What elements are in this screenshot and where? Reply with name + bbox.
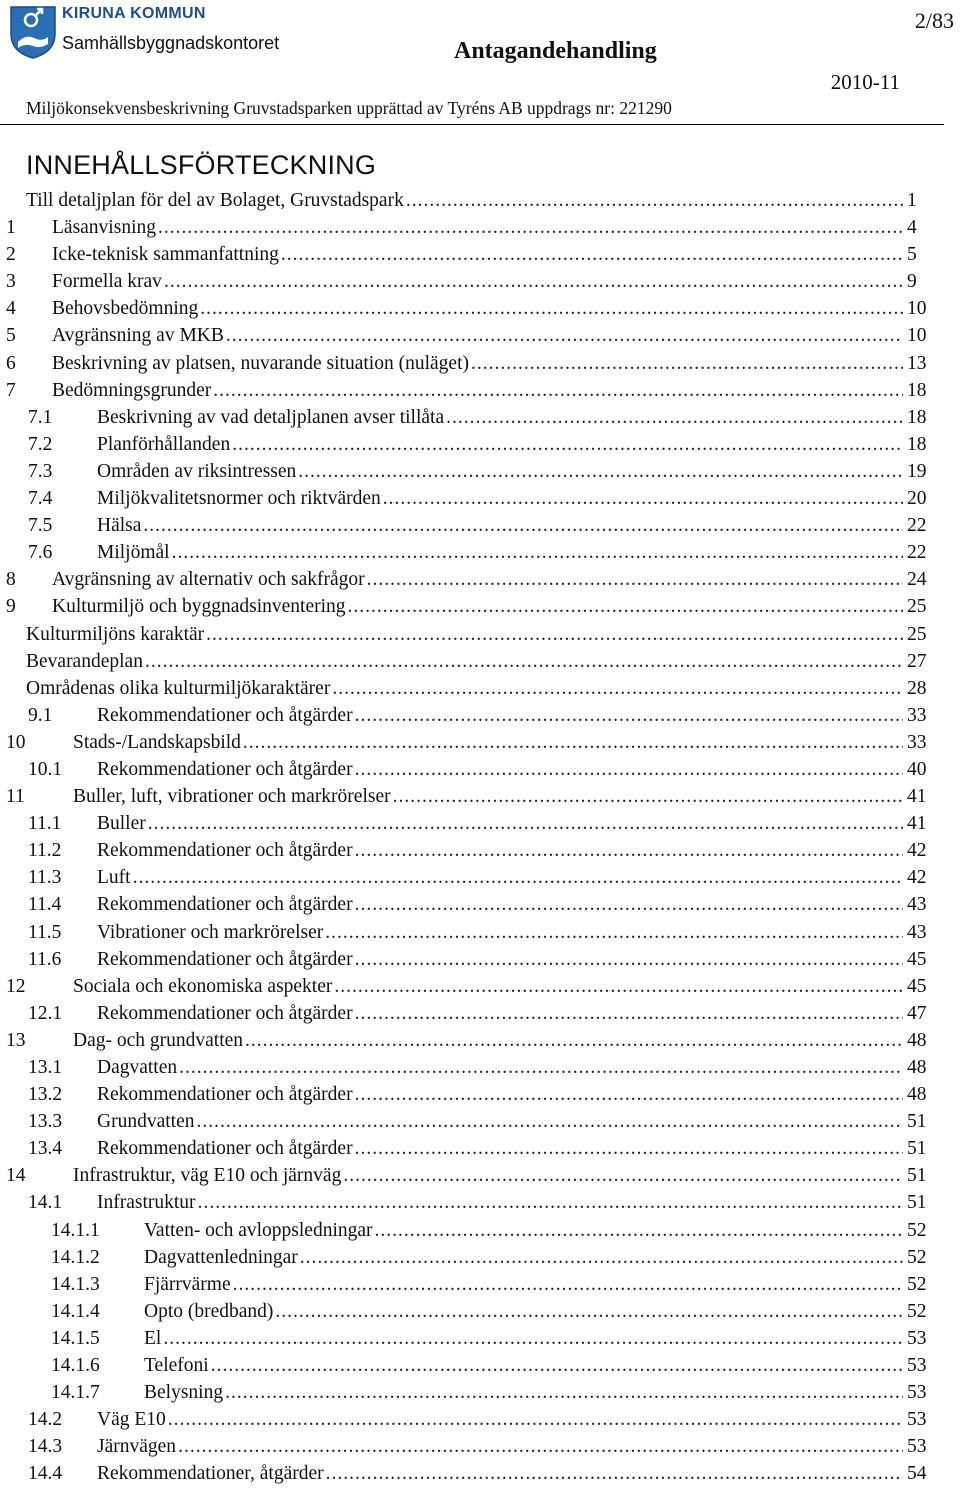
toc-entry-title[interactable]: Avgränsning av MKB — [52, 322, 226, 349]
toc-entry-leader-row — [144, 1271, 903, 1298]
toc-entry-leader-row — [52, 295, 903, 322]
toc-entry-page: 52 — [907, 1273, 927, 1295]
toc-entry[interactable] — [0, 1054, 960, 1081]
toc-entry-leader-row — [97, 1189, 903, 1216]
toc-entry-leader-row — [97, 485, 903, 512]
toc-dot-leader — [148, 810, 903, 837]
toc-dot-leader — [233, 1271, 903, 1298]
toc-entry-number: 7.4 — [28, 488, 53, 510]
toc-entry[interactable] — [0, 864, 960, 891]
toc-dot-leader — [200, 295, 903, 322]
toc-entry[interactable] — [0, 1081, 960, 1108]
toc-entry[interactable] — [0, 756, 960, 783]
toc-entry-title[interactable]: Rekommendationer, åtgärder — [97, 1460, 326, 1487]
toc-entry-page: 53 — [907, 1436, 927, 1458]
toc-entry-page: 10 — [907, 298, 927, 320]
toc-entry-title[interactable]: Beskrivning av platsen, nuvarande situation (nuläget) — [52, 350, 471, 377]
toc-entry-title[interactable]: Grundvatten — [97, 1108, 196, 1135]
toc-entry[interactable] — [0, 702, 960, 729]
toc-entry-title[interactable]: Infrastruktur, väg E10 och järnväg — [73, 1162, 343, 1189]
toc-entry-number: 6 — [6, 352, 16, 374]
toc-entry-leader-row — [97, 1406, 903, 1433]
toc-dot-leader — [168, 1406, 903, 1433]
toc-entry-leader-row — [73, 783, 903, 810]
toc-dot-leader — [355, 946, 903, 973]
toc-dot-leader — [164, 268, 903, 295]
toc-dot-leader — [343, 1162, 903, 1189]
toc-entry-number: 8 — [6, 569, 16, 591]
toc-dot-leader — [355, 891, 903, 918]
toc-entry-page: 19 — [907, 460, 927, 482]
toc-entry-number: 7.5 — [28, 515, 53, 537]
toc-entry-leader-row — [52, 593, 903, 620]
toc-entry-page: 53 — [907, 1382, 927, 1404]
toc-entry[interactable] — [0, 675, 960, 702]
page-header — [0, 0, 960, 126]
toc-entry[interactable] — [0, 648, 960, 675]
toc-entry-leader-row — [52, 322, 903, 349]
organization-name: KIRUNA KOMMUN — [62, 5, 206, 22]
toc-dot-leader — [300, 1244, 903, 1271]
toc-entry-page: 20 — [907, 488, 927, 510]
toc-entry-leader-row — [73, 729, 903, 756]
toc-entry[interactable] — [0, 431, 960, 458]
toc-entry-title[interactable]: Järnvägen — [97, 1433, 178, 1460]
toc-entry-title[interactable]: Väg E10 — [97, 1406, 168, 1433]
toc-entry[interactable] — [0, 729, 960, 756]
toc-entry-leader-row — [73, 973, 903, 1000]
toc-dot-leader — [198, 1189, 903, 1216]
toc-entry-title[interactable]: Bedömningsgrunder — [52, 377, 213, 404]
toc-entry[interactable] — [0, 295, 960, 322]
toc-entry[interactable] — [0, 241, 960, 268]
toc-entry-title[interactable]: Dagvatten — [97, 1054, 179, 1081]
toc-dot-leader — [245, 1027, 903, 1054]
toc-entry-number: 14.1.7 — [51, 1382, 100, 1404]
toc-entry-title[interactable]: Miljökvalitetsnormer och riktvärden — [97, 485, 383, 512]
toc-entry[interactable] — [0, 539, 960, 566]
toc-entry-number: 13.2 — [28, 1084, 63, 1106]
toc-entry-leader-row — [97, 864, 903, 891]
toc-entry-number: 11.6 — [28, 948, 62, 970]
toc-entry-title[interactable]: Buller — [97, 810, 148, 837]
toc-entry-page: 45 — [907, 948, 927, 970]
toc-dot-leader — [196, 1108, 903, 1135]
toc-entry-leader-row — [26, 648, 903, 675]
toc-entry-number: 11.4 — [28, 894, 62, 916]
toc-dot-leader — [446, 404, 903, 431]
toc-entry-number: 13.3 — [28, 1111, 63, 1133]
toc-entry-number: 5 — [6, 325, 16, 347]
toc-entry-page: 4 — [907, 217, 917, 239]
toc-dot-leader — [298, 458, 903, 485]
toc-dot-leader — [348, 593, 903, 620]
toc-entry-title[interactable]: Till detaljplan för del av Bolaget, Gruvstadspark — [26, 187, 406, 214]
toc-entry-page: 27 — [907, 650, 927, 672]
toc-entry[interactable] — [0, 621, 960, 648]
toc-entry-leader-row — [97, 1135, 903, 1162]
toc-entry-leader-row — [52, 214, 903, 241]
toc-entry-page: 40 — [907, 758, 927, 780]
toc-dot-leader — [232, 431, 903, 458]
toc-entry-page: 18 — [907, 379, 927, 401]
document-type: Antagandehandling — [454, 38, 657, 64]
toc-entry-page: 52 — [907, 1246, 927, 1268]
toc-entry-title[interactable]: Stads-/Landskapsbild — [73, 729, 243, 756]
toc-entry-title[interactable]: Bevarandeplan — [26, 648, 145, 675]
toc-entry-page: 45 — [907, 975, 927, 997]
toc-entry-page: 24 — [907, 569, 927, 591]
document-date: 2010-11 — [830, 70, 900, 94]
toc-entry-title[interactable]: El — [144, 1325, 163, 1352]
toc-entry-number: 14.1.1 — [51, 1219, 100, 1241]
toc-entry-title[interactable]: Rekommendationer och åtgärder — [97, 837, 355, 864]
toc-dot-leader — [355, 756, 903, 783]
toc-entry-title[interactable]: Buller, luft, vibrationer och markrörelser — [73, 783, 393, 810]
toc-entry[interactable] — [0, 1271, 960, 1298]
toc-entry-title[interactable]: Formella krav — [52, 268, 164, 295]
toc-entry-number: 12 — [6, 975, 26, 997]
table-of-contents — [0, 187, 960, 1488]
toc-entry-page: 52 — [907, 1300, 927, 1322]
toc-dot-leader — [326, 1460, 903, 1487]
toc-entry-leader-row — [97, 1108, 903, 1135]
toc-entry-page: 22 — [907, 542, 927, 564]
toc-entry-page: 42 — [907, 867, 927, 889]
toc-dot-leader — [225, 1379, 903, 1406]
toc-entry-title[interactable]: Infrastruktur — [97, 1189, 198, 1216]
toc-entry-page: 5 — [907, 244, 917, 266]
toc-entry-title[interactable]: Rekommendationer och åtgärder — [97, 756, 355, 783]
toc-dot-leader — [355, 1135, 903, 1162]
toc-entry-title[interactable]: Planförhållanden — [97, 431, 232, 458]
toc-entry-leader-row — [73, 1027, 903, 1054]
toc-entry-leader-row — [26, 621, 903, 648]
toc-entry-number: 14 — [6, 1165, 26, 1187]
toc-entry-number: 13.1 — [28, 1057, 63, 1078]
toc-entry-number: 7 — [6, 379, 16, 401]
toc-entry-leader-row — [97, 946, 903, 973]
toc-entry-leader-row — [97, 1081, 903, 1108]
toc-entry-number: 9.1 — [28, 704, 53, 726]
toc-entry[interactable] — [0, 350, 960, 377]
toc-dot-leader — [383, 485, 903, 512]
toc-entry-leader-row — [97, 1054, 903, 1081]
toc-entry-title[interactable]: Områden av riksintressen — [97, 458, 298, 485]
toc-entry[interactable] — [0, 322, 960, 349]
toc-entry-page: 25 — [907, 596, 927, 618]
toc-entry[interactable] — [0, 1298, 960, 1325]
toc-dot-leader — [332, 675, 903, 702]
toc-entry-title[interactable]: Telefoni — [144, 1352, 211, 1379]
toc-entry-page: 10 — [907, 325, 927, 347]
toc-entry-number: 4 — [6, 298, 16, 320]
toc-entry-title[interactable]: Beskrivning av vad detaljplanen avser tillåta — [97, 404, 446, 431]
toc-dot-leader — [211, 1352, 903, 1379]
toc-entry-leader-row — [97, 431, 903, 458]
toc-entry[interactable] — [0, 837, 960, 864]
toc-entry-title[interactable]: Belysning — [144, 1379, 225, 1406]
toc-entry-title[interactable]: Dag- och grundvatten — [73, 1027, 245, 1054]
toc-entry-title[interactable]: Avgränsning av alternativ och sakfrågor — [52, 566, 367, 593]
toc-entry[interactable] — [0, 810, 960, 837]
toc-entry-leader-row — [73, 1162, 903, 1189]
toc-entry-leader-row — [52, 566, 903, 593]
toc-entry-leader-row — [52, 377, 903, 404]
toc-entry-leader-row — [26, 187, 903, 214]
toc-dot-leader — [226, 322, 903, 349]
toc-entry[interactable] — [0, 1027, 960, 1054]
toc-entry-page: 18 — [907, 433, 927, 455]
toc-dot-leader — [281, 241, 903, 268]
toc-dot-leader — [325, 919, 903, 946]
toc-entry-number: 7.1 — [28, 406, 53, 428]
toc-entry-leader-row — [97, 756, 903, 783]
toc-entry-leader-row — [144, 1325, 903, 1352]
toc-entry[interactable] — [0, 187, 960, 214]
toc-entry-page: 42 — [907, 840, 927, 862]
toc-entry-leader-row — [97, 512, 903, 539]
toc-dot-leader — [471, 350, 903, 377]
toc-entry-page: 13 — [907, 352, 927, 374]
toc-entry[interactable] — [0, 1135, 960, 1162]
toc-dot-leader — [206, 621, 903, 648]
toc-entry-title[interactable]: Sociala och ekonomiska aspekter — [73, 973, 334, 1000]
toc-entry[interactable] — [0, 377, 960, 404]
toc-entry-title[interactable]: Rekommendationer och åtgärder — [97, 1081, 355, 1108]
toc-entry-page: 51 — [907, 1111, 927, 1133]
toc-entry-leader-row — [97, 837, 903, 864]
toc-entry-leader-row — [97, 1000, 903, 1027]
department-name: Samhällsbyggnadskontoret — [62, 33, 280, 53]
toc-entry-title[interactable]: Behovsbedömning — [52, 295, 200, 322]
toc-entry-leader-row — [97, 539, 903, 566]
toc-entry-number: 11 — [6, 786, 25, 808]
toc-entry-page: 51 — [907, 1192, 927, 1214]
toc-entry[interactable] — [0, 214, 960, 241]
toc-entry-title[interactable]: Vatten- och avloppsledningar — [144, 1217, 375, 1244]
toc-entry-number: 14.2 — [28, 1409, 63, 1431]
toc-entry[interactable] — [0, 1352, 960, 1379]
header-divider — [0, 124, 944, 125]
toc-entry-title[interactable]: Icke-teknisk sammanfattning — [52, 241, 281, 268]
toc-entry-title[interactable]: Områdenas olika kulturmiljökaraktärer — [26, 675, 332, 702]
toc-entry-number: 9 — [6, 596, 16, 618]
toc-entry-leader-row — [144, 1298, 903, 1325]
toc-dot-leader — [143, 512, 903, 539]
kiruna-coat-of-arms-icon — [8, 4, 58, 60]
toc-entry-title[interactable]: Vibrationer och markrörelser — [97, 919, 325, 946]
toc-entry[interactable] — [0, 1217, 960, 1244]
toc-entry-leader-row — [144, 1352, 903, 1379]
toc-entry-leader-row — [97, 404, 903, 431]
toc-entry-page: 54 — [907, 1463, 927, 1485]
toc-dot-leader — [355, 1081, 903, 1108]
toc-entry-leader-row — [52, 241, 903, 268]
document-subtitle: Miljökonsekvensbeskrivning Gruvstadsparken upprättad av Tyréns AB uppdrags nr: 221290 — [26, 98, 672, 118]
toc-entry-number: 3 — [6, 271, 16, 293]
toc-entry-title[interactable]: Läsanvisning — [52, 214, 158, 241]
toc-entry-number: 10 — [6, 731, 26, 753]
toc-entry[interactable] — [0, 485, 960, 512]
toc-entry-page: 43 — [907, 921, 927, 943]
toc-entry-number: 12.1 — [28, 1002, 63, 1024]
toc-dot-leader — [163, 1325, 903, 1352]
page-number: 2/83 — [914, 8, 954, 33]
toc-entry[interactable] — [0, 1162, 960, 1189]
toc-entry-number: 11.3 — [28, 867, 62, 889]
toc-entry-page: 48 — [907, 1084, 927, 1106]
toc-entry-title[interactable]: Opto (bredband) — [144, 1298, 275, 1325]
toc-entry-number: 14.1.6 — [51, 1355, 100, 1377]
toc-entry-number: 11.1 — [28, 813, 62, 835]
toc-entry-page: 28 — [907, 677, 927, 699]
toc-entry[interactable] — [0, 1244, 960, 1271]
toc-dot-leader — [172, 539, 903, 566]
toc-entry-title[interactable]: Rekommendationer och åtgärder — [97, 1000, 355, 1027]
toc-entry-number: 13 — [6, 1029, 26, 1051]
toc-entry[interactable] — [0, 458, 960, 485]
toc-entry-title[interactable]: Fjärrvärme — [144, 1271, 233, 1298]
toc-dot-leader — [355, 837, 903, 864]
toc-entry-number: 14.3 — [28, 1436, 63, 1458]
toc-heading: INNEHÅLLSFÖRTECKNING — [26, 150, 377, 180]
toc-entry-page: 53 — [907, 1409, 927, 1431]
toc-dot-leader — [178, 1433, 903, 1460]
toc-dot-leader — [355, 702, 903, 729]
toc-entry-leader-row — [144, 1379, 903, 1406]
toc-entry[interactable] — [0, 783, 960, 810]
toc-entry-leader-row — [97, 1433, 903, 1460]
toc-entry[interactable] — [0, 512, 960, 539]
toc-entry-page: 53 — [907, 1327, 927, 1349]
toc-entry-leader-row — [144, 1217, 903, 1244]
toc-entry-page: 48 — [907, 1029, 927, 1051]
toc-entry-title[interactable]: Kulturmiljöns karaktär — [26, 621, 206, 648]
toc-entry-title[interactable]: Miljömål — [97, 539, 172, 566]
toc-entry-number: 1 — [6, 217, 16, 239]
toc-entry-page: 52 — [907, 1219, 927, 1241]
toc-entry-number: 14.1.4 — [51, 1300, 100, 1322]
toc-entry[interactable] — [0, 946, 960, 973]
toc-entry[interactable] — [0, 1325, 960, 1352]
toc-entry[interactable] — [0, 1000, 960, 1027]
toc-entry-page: 9 — [907, 271, 917, 293]
toc-entry[interactable] — [0, 1460, 960, 1487]
toc-entry-page: 48 — [907, 1057, 927, 1078]
toc-entry-number: 14.1.5 — [51, 1327, 100, 1349]
toc-entry-title[interactable]: Rekommendationer och åtgärder — [97, 1135, 355, 1162]
toc-entry[interactable] — [0, 1379, 960, 1406]
toc-entry-number: 2 — [6, 244, 16, 266]
toc-entry-leader-row — [97, 702, 903, 729]
toc-entry-page: 33 — [907, 704, 927, 726]
toc-entry-leader-row — [97, 458, 903, 485]
toc-entry[interactable] — [0, 891, 960, 918]
toc-dot-leader — [145, 648, 903, 675]
toc-entry-number: 14.4 — [28, 1463, 63, 1485]
toc-entry-leader-row — [52, 350, 903, 377]
toc-entry-page: 43 — [907, 894, 927, 916]
toc-entry-page: 33 — [907, 731, 927, 753]
toc-entry-title[interactable]: Dagvattenledningar — [144, 1244, 300, 1271]
toc-entry-page: 47 — [907, 1002, 927, 1024]
toc-entry-page: 22 — [907, 515, 927, 537]
toc-entry-number: 14.1.3 — [51, 1273, 100, 1295]
toc-entry-title[interactable]: Hälsa — [97, 512, 143, 539]
toc-dot-leader — [393, 783, 903, 810]
toc-entry-leader-row — [97, 1460, 903, 1487]
toc-entry-number: 7.2 — [28, 433, 53, 455]
toc-entry-leader-row — [97, 919, 903, 946]
toc-entry[interactable] — [0, 973, 960, 1000]
toc-entry[interactable] — [0, 1189, 960, 1216]
toc-dot-leader — [133, 864, 903, 891]
toc-entry-number: 7.3 — [28, 460, 53, 482]
toc-dot-leader — [213, 377, 903, 404]
toc-entry-number: 13.4 — [28, 1138, 63, 1160]
toc-entry-page: 51 — [907, 1138, 927, 1160]
toc-dot-leader — [334, 973, 903, 1000]
toc-entry-title[interactable]: Luft — [97, 864, 133, 891]
toc-dot-leader — [375, 1217, 903, 1244]
toc-entry-page: 18 — [907, 406, 927, 428]
toc-entry[interactable] — [0, 1433, 960, 1460]
toc-entry-number: 11.2 — [28, 840, 62, 862]
toc-entry-number: 14.1 — [28, 1192, 63, 1214]
toc-dot-leader — [275, 1298, 903, 1325]
toc-entry-page: 25 — [907, 623, 927, 645]
toc-entry[interactable] — [0, 268, 960, 295]
toc-entry-page: 1 — [907, 190, 917, 211]
toc-entry-title[interactable]: Kulturmiljö och byggnadsinventering — [52, 593, 348, 620]
toc-entry-leader-row — [144, 1244, 903, 1271]
toc-entry-title[interactable]: Rekommendationer och åtgärder — [97, 891, 355, 918]
toc-entry-title[interactable]: Rekommendationer och åtgärder — [97, 702, 355, 729]
toc-entry-page: 53 — [907, 1355, 927, 1377]
toc-entry-number: 7.6 — [28, 542, 53, 564]
toc-entry-page: 41 — [907, 786, 927, 808]
toc-entry-number: 11.5 — [28, 921, 62, 943]
toc-dot-leader — [355, 1000, 903, 1027]
toc-entry[interactable] — [0, 1406, 960, 1433]
toc-entry[interactable] — [0, 593, 960, 620]
toc-entry[interactable] — [0, 1108, 960, 1135]
toc-entry-page: 51 — [907, 1165, 927, 1187]
toc-entry-leader-row — [97, 810, 903, 837]
toc-dot-leader — [367, 566, 903, 593]
toc-dot-leader — [243, 729, 903, 756]
toc-entry-page: 41 — [907, 813, 927, 835]
toc-dot-leader — [179, 1054, 903, 1081]
toc-dot-leader — [406, 187, 903, 214]
toc-entry-leader-row — [52, 268, 903, 295]
toc-entry-leader-row — [26, 675, 903, 702]
toc-entry-leader-row — [97, 891, 903, 918]
toc-dot-leader — [158, 214, 903, 241]
toc-entry-number: 10.1 — [28, 758, 63, 780]
toc-entry[interactable] — [0, 404, 960, 431]
toc-entry-number: 14.1.2 — [51, 1246, 100, 1268]
toc-entry-title[interactable]: Rekommendationer och åtgärder — [97, 946, 355, 973]
toc-entry[interactable] — [0, 566, 960, 593]
toc-entry[interactable] — [0, 919, 960, 946]
